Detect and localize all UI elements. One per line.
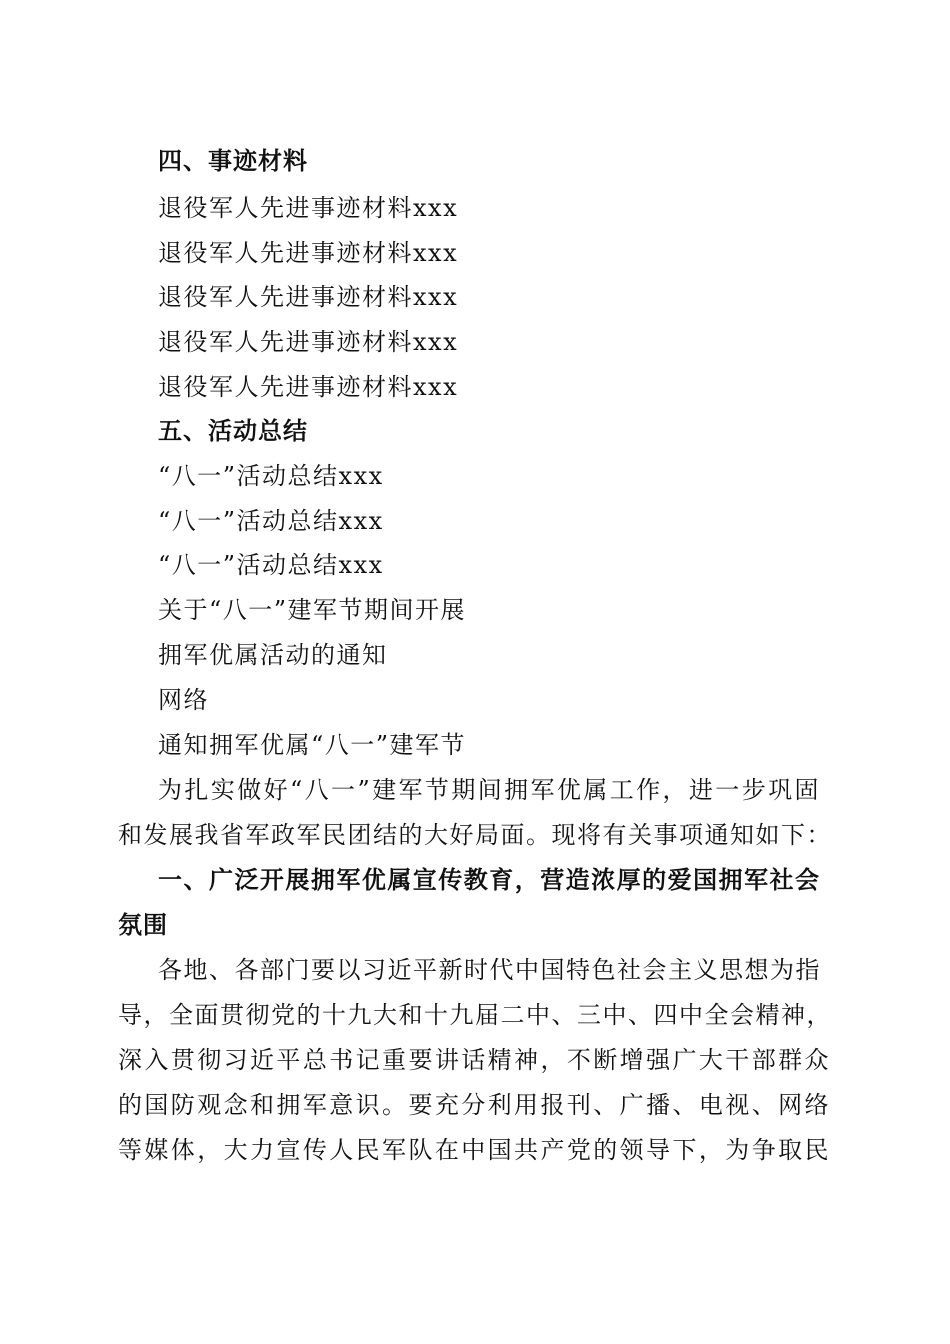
material-item: 退役军人先进事迹材料xxx <box>158 373 459 401</box>
paragraph-1-line-5: 等媒体，大力宣传人民军队在中国共产党的领导下，为争取民 <box>118 1136 830 1164</box>
material-item: 退役军人先进事迹材料xxx <box>158 194 459 222</box>
intro-line-1: 为扎实做好“八一”建军节期间拥军优属工作，进一步巩固 <box>158 776 820 804</box>
paragraph-1-line-2: 导，全面贯彻党的十九大和十九届二中、三中、四中全会精神， <box>118 1001 832 1029</box>
material-item: 退役军人先进事迹材料xxx <box>158 328 459 356</box>
paragraph-1-line-1: 各地、各部门要以习近平新时代中国特色社会主义思想为指 <box>158 956 821 984</box>
material-item: 退役军人先进事迹材料xxx <box>158 283 459 311</box>
section-5-heading: 五、活动总结 <box>158 417 308 445</box>
notice-tags: 通知拥军优属“八一”建军节 <box>158 731 467 759</box>
notice-source: 网络 <box>158 686 209 714</box>
intro-line-2: 和发展我省军政军民团结的大好局面。现将有关事项通知如下： <box>118 821 832 849</box>
heading-1-line-1: 一、广泛开展拥军优属宣传教育，营造浓厚的爱国拥军社会 <box>158 866 820 894</box>
notice-title-line-1: 关于“八一”建军节期间开展 <box>158 596 467 624</box>
material-item: 退役军人先进事迹材料xxx <box>158 239 459 267</box>
summary-item: “八一”活动总结xxx <box>158 462 384 490</box>
paragraph-1-line-4: 的国防观念和拥军意识。要充分利用报刊、广播、电视、网络 <box>118 1091 830 1119</box>
notice-title-line-2: 拥军优属活动的通知 <box>158 641 388 669</box>
summary-item: “八一”活动总结xxx <box>158 551 384 579</box>
paragraph-1-line-3: 深入贯彻习近平总书记重要讲话精神，不断增强广大干部群众 <box>118 1046 830 1074</box>
section-4-heading: 四、事迹材料 <box>158 147 308 175</box>
heading-1-line-2: 氛围 <box>118 911 168 939</box>
summary-item: “八一”活动总结xxx <box>158 507 384 535</box>
